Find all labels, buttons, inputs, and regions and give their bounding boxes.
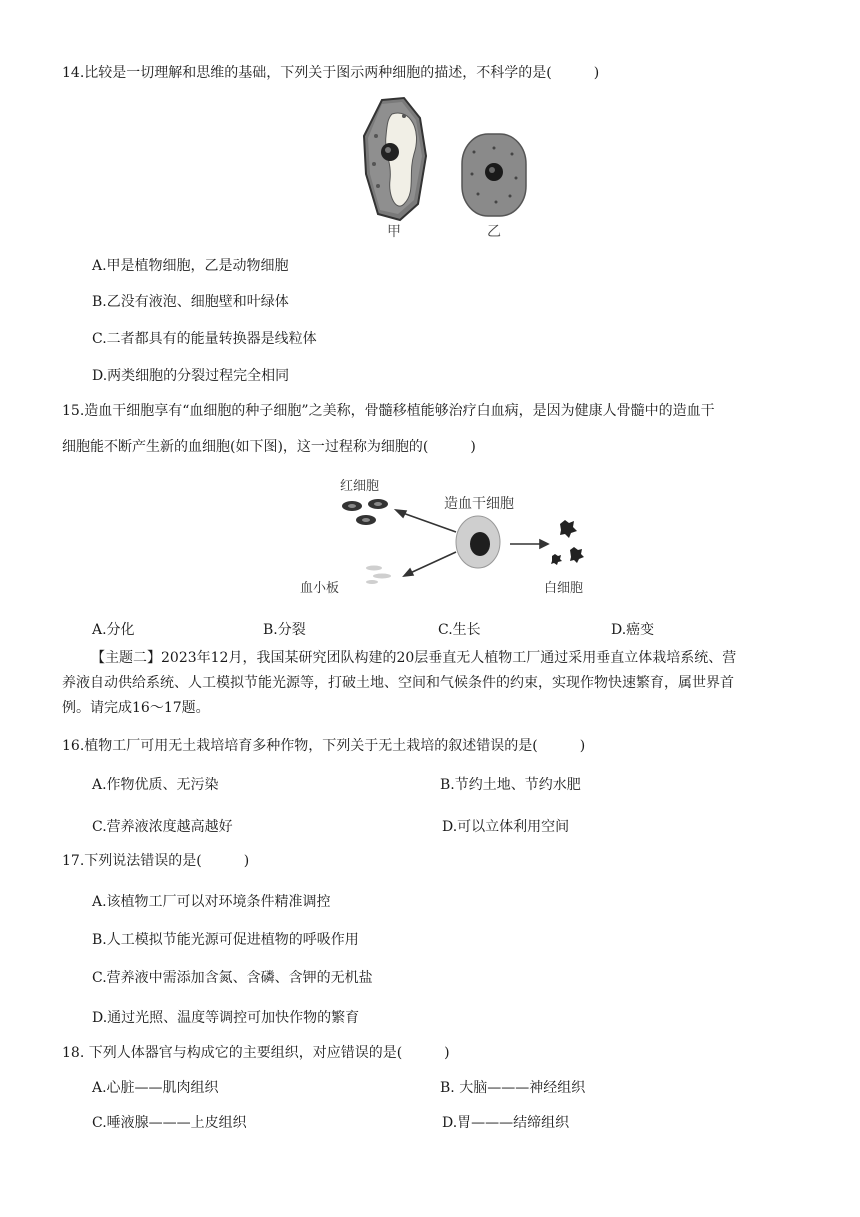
q18-option-c: C.唾液腺———上皮组织 [92, 1115, 247, 1131]
animal-cell-image [462, 134, 526, 216]
platelet-label: 血小板 [300, 581, 340, 596]
q18-stem: 18. 下列人体器官与构成它的主要组织，对应错误的是( ) [62, 1045, 450, 1061]
plant-cell-label: 甲 [387, 224, 401, 240]
q18-option-d: D.胃———结缔组织 [442, 1115, 570, 1131]
q15-stem-line2: 细胞能不断产生新的血细胞(如下图)，这一过程称为细胞的( ) [62, 439, 476, 455]
animal-cell-label: 乙 [487, 224, 501, 240]
q16-option-a: A.作物优质、无污染 [92, 777, 219, 793]
plant-cell-image [364, 98, 426, 220]
q14-cell-figure [360, 96, 530, 242]
q14-option-d: D.两类细胞的分裂过程完全相同 [92, 368, 290, 384]
q15-option-b: B.分裂 [263, 622, 306, 638]
q16-stem: 16.植物工厂可用无土栽培培育多种作物，下列关于无土栽培的叙述错误的是( ) [62, 738, 586, 754]
q15-option-a: A.分化 [92, 622, 135, 638]
stem-cell-image [456, 516, 500, 568]
q15-stem-line1: 15.造血干细胞享有“血细胞的种子细胞”之美称，骨髓移植能够治疗白血病，是因为健康人骨髓中的造血干 [62, 403, 715, 419]
red-blood-cell-label: 红细胞 [340, 479, 380, 494]
q14-option-b: B.乙没有液泡、细胞壁和叶绿体 [92, 294, 289, 310]
q16-option-b: B.节约土地、节约水肥 [440, 777, 581, 793]
q16-option-c: C.营养液浓度越高越好 [92, 819, 233, 835]
q14-option-c: C.二者都具有的能量转换器是线粒体 [92, 331, 317, 347]
theme2-line2: 养液自动供给系统、人工模拟节能光源等，打破土地、空间和气候条件的约束，实现作物快速繁育，属世界首 [62, 675, 734, 691]
q14-stem: 14.比较是一切理解和思维的基础，下列关于图示两种细胞的描述，不科学的是( ) [62, 65, 600, 81]
q17-option-b: B.人工模拟节能光源可促进植物的呼吸作用 [92, 932, 359, 948]
q18-option-a: A.心脏——肌肉组织 [92, 1080, 219, 1096]
stem-cell-label: 造血干细胞 [444, 496, 514, 512]
q15-blood-cell-figure [298, 470, 596, 600]
q17-stem: 17.下列说法错误的是( ) [62, 853, 250, 869]
theme2-line1: 【主题二】2023年12月，我国某研究团队构建的20层垂直无人植物工厂通过采用垂直立体栽培系统、营 [91, 650, 737, 666]
q16-option-d: D.可以立体利用空间 [442, 819, 570, 835]
q17-option-c: C.营养液中需添加含氮、含磷、含钾的无机盐 [92, 970, 373, 986]
q18-option-b: B. 大脑———神经组织 [440, 1080, 586, 1096]
q15-option-d: D.癌变 [611, 622, 655, 638]
white-blood-cell-label: 白细胞 [544, 581, 584, 596]
q17-option-a: A.该植物工厂可以对环境条件精准调控 [92, 894, 331, 910]
q15-option-c: C.生长 [438, 622, 481, 638]
q14-option-a: A.甲是植物细胞，乙是动物细胞 [92, 258, 289, 274]
q17-option-d: D.通过光照、温度等调控可加快作物的繁育 [92, 1010, 360, 1026]
theme2-line3: 例。请完成16～17题。 [62, 700, 210, 716]
